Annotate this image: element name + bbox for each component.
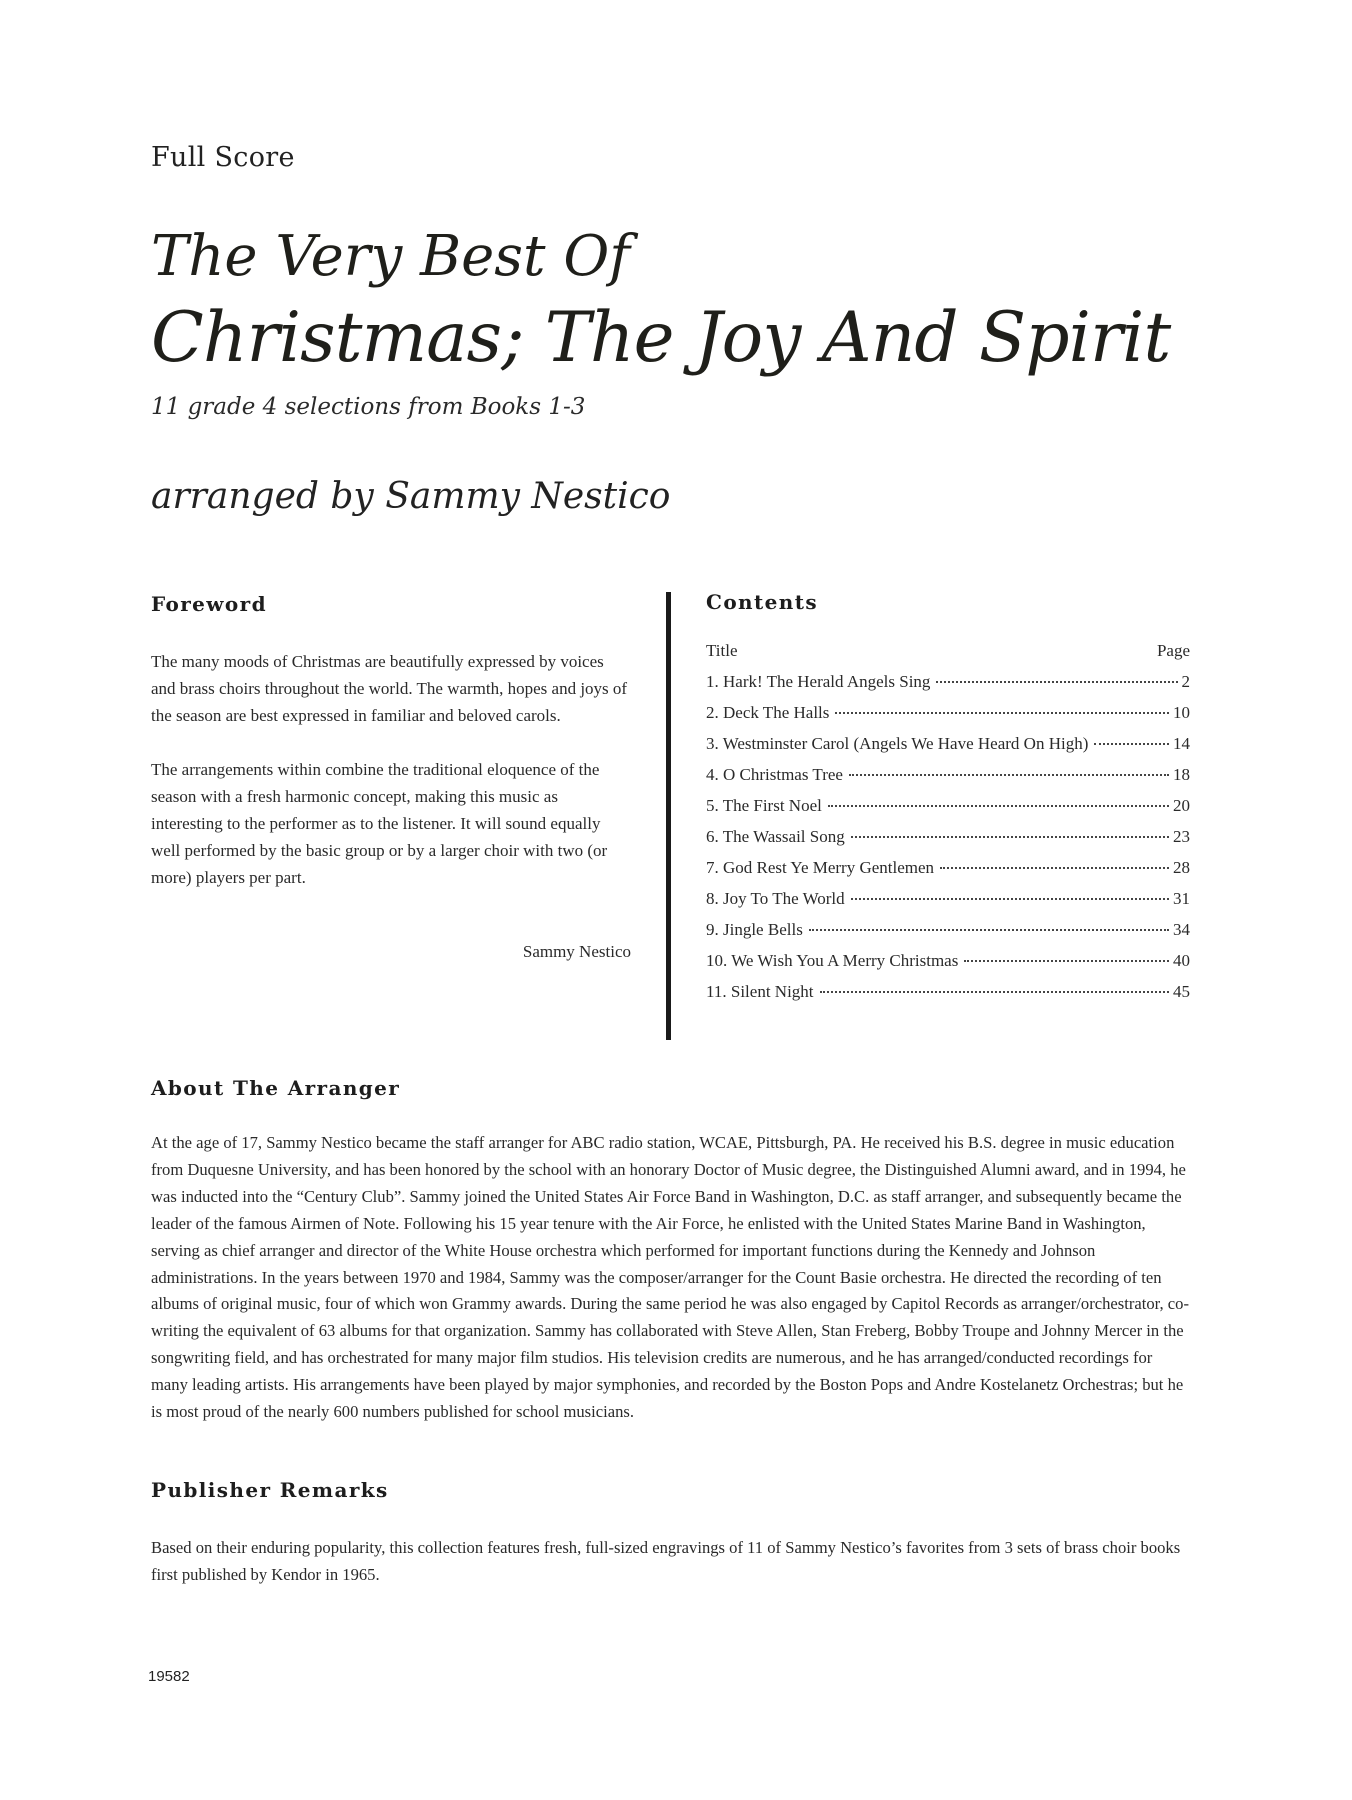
subtitle: 11 grade 4 selections from Books 1-3	[151, 394, 586, 420]
contents-row-title: 2. Deck The Halls	[706, 703, 830, 722]
publisher-remarks-heading: Publisher Remarks	[151, 1478, 389, 1502]
contents-row-title: 10. We Wish You A Merry Christmas	[706, 951, 959, 970]
score-label: Full Score	[151, 142, 295, 173]
dot-leader	[820, 991, 1169, 993]
contents-row-page: 10	[1173, 703, 1190, 722]
contents-row	[706, 702, 1190, 733]
contents-row	[706, 981, 1190, 1012]
dot-leader	[964, 960, 1169, 962]
foreword-paragraph-1: The many moods of Christmas are beautifully expressed by voices and brass choirs throughout the world. The warmth, hopes and joys of the season are best expressed in familiar and beloved carols.	[151, 652, 628, 725]
dot-leader	[936, 681, 1177, 683]
contents-page-column-label: Page	[1156, 641, 1190, 660]
catalog-number: 19582	[148, 1668, 190, 1685]
contents-row-title: 5. The First Noel	[706, 796, 822, 815]
foreword-paragraph-2: The arrangements within combine the traditional eloquence of the season with a fresh harmonic concept, making this music as interesting to the performer as to the listener. It will sound equally well performed by the basic group or by a larger choir with two (or more) players per part.	[151, 760, 608, 887]
contents-row	[706, 919, 1190, 950]
foreword-heading: Foreword	[151, 592, 267, 616]
contents-row-page: 2	[1181, 672, 1190, 691]
contents-row-page: 45	[1173, 982, 1190, 1001]
contents-row-page: 23	[1173, 827, 1190, 846]
contents-heading: Contents	[706, 590, 819, 614]
dot-leader	[809, 929, 1169, 931]
contents-row-title: 7. God Rest Ye Merry Gentlemen	[706, 858, 935, 877]
contents-row	[706, 671, 1190, 702]
dot-leader	[851, 898, 1169, 900]
contents-row-title: 1. Hark! The Herald Angels Sing	[706, 672, 931, 691]
dot-leader	[828, 805, 1169, 807]
contents-title-column-label: Title	[706, 641, 738, 660]
foreword-body	[151, 648, 631, 918]
contents-row-page: 14	[1173, 734, 1190, 753]
contents-row-page: 40	[1173, 951, 1190, 970]
foreword-signature: Sammy Nestico	[522, 942, 631, 961]
contents-row	[706, 826, 1190, 857]
contents-row-title: 9. Jingle Bells	[706, 920, 803, 939]
contents-row	[706, 888, 1190, 919]
contents-row-title: 4. O Christmas Tree	[706, 765, 843, 784]
contents-header	[706, 640, 1190, 671]
dot-leader	[835, 712, 1169, 714]
contents-row	[706, 950, 1190, 981]
contents-row	[706, 764, 1190, 795]
about-heading: About The Arranger	[151, 1076, 401, 1100]
dot-leader	[1094, 743, 1169, 745]
title-line-2: Christmas; The Joy And Spirit	[151, 298, 1171, 378]
dot-leader	[851, 836, 1169, 838]
contents-row-page: 20	[1173, 796, 1190, 815]
contents-row-page: 34	[1173, 920, 1190, 939]
contents-row-title: 6. The Wassail Song	[706, 827, 845, 846]
contents-row-page: 18	[1173, 765, 1190, 784]
dot-leader	[940, 867, 1169, 869]
dot-leader	[849, 774, 1169, 776]
title-line-1: The Very Best Of	[151, 224, 630, 289]
contents-rows	[706, 671, 1190, 1012]
contents-row	[706, 795, 1190, 826]
contents-row-title: 11. Silent Night	[706, 982, 814, 1001]
arranger-line: arranged by Sammy Nestico	[151, 476, 671, 517]
contents-row-title: 8. Joy To The World	[706, 889, 845, 908]
contents-list	[706, 640, 1190, 1012]
contents-row	[706, 733, 1190, 764]
publisher-remarks-body: Based on their enduring popularity, this collection features fresh, full-sized engravings of 11 of Sammy Nestico’s favorites from 3 sets of brass choir books first published by Kendor in 1965.	[151, 1538, 1181, 1584]
contents-row-page: 28	[1173, 858, 1190, 877]
about-body: At the age of 17, Sammy Nestico became the staff arranger for ABC radio station, WCAE, Pittsburgh, PA. He received his B.S. degree in music education from Duquesne University, and has been honored by the school with an honorary Doctor of Music degree, the Distinguished Alumni award, and in 1994, he was inducted into the “Century Club”. Sammy joined the United States Air Force Band in Washington, D.C. as staff arranger, and subsequently became the leader of the famous Airmen of Note. Following his 15 year tenure with the Air Force, he enlisted with the United States Marine Band in Washington, serving as chief arranger and director of the White House orchestra which performed for important functions during the Kennedy and Johnson administrations. In the years between 1970 and 1984, Sammy was the composer/arranger for the Count Basie orchestra. He directed the recording of ten albums of original music, four of which won Grammy awards. During the same period he was also engaged by Capitol Records as arranger/orchestrator, co-writing the equivalent of 63 albums for that organization. Sammy has collaborated with Steve Allen, Stan Freberg, Bobby Troupe and Johnny Mercer in the songwriting field, and has orchestrated for many major film studios. His television credits are numerous, and he has arranged/conducted recordings for many leading artists. His arrangements have been played by major symphonies, and recorded by the Boston Pops and Andre Kostelanetz Orchestras; but he is most proud of the nearly 600 numbers published for school musicians.	[151, 1133, 1189, 1422]
column-divider	[666, 592, 671, 1040]
contents-row-title: 3. Westminster Carol (Angels We Have Heard On High)	[706, 734, 1089, 753]
contents-row-page: 31	[1173, 889, 1190, 908]
contents-row	[706, 857, 1190, 888]
